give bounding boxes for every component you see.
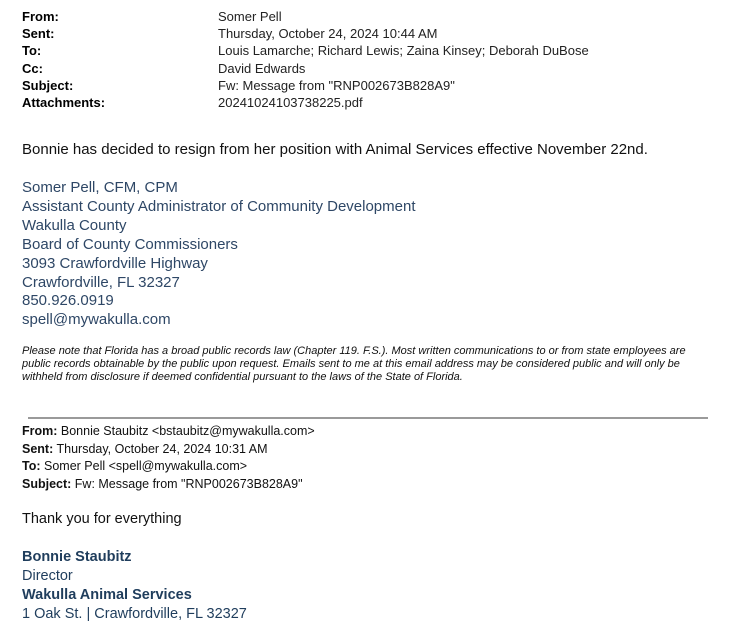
from-value: Somer Pell	[218, 9, 282, 24]
forwarded-subject-value: Fw: Message from "RNP002673B828A9"	[71, 476, 303, 491]
from-label: From:	[22, 9, 59, 24]
forwarded-to-value: Somer Pell <spell@mywakulla.com>	[40, 459, 248, 474]
to-label: To:	[22, 43, 42, 59]
forwarded-to-row	[22, 458, 722, 476]
signature-phone: 850.926.0919	[22, 292, 114, 310]
forwarded-message: Thank you for everything	[22, 511, 182, 527]
forwarded-to-label: To:	[22, 459, 41, 474]
forwarded-signature-address: 1 Oak St. | Crawfordville, FL 32327	[22, 606, 247, 622]
to-value: Louis Lamarche; Richard Lewis; Zaina Kinsey; Deborah DuBose	[218, 43, 589, 59]
forwarded-from-value: Bonnie Staubitz <bstaubitz@mywakulla.com>	[57, 424, 315, 438]
forwarded-from-row	[22, 423, 722, 441]
signature-title: Assistant County Administrator of Community Development	[22, 197, 416, 215]
header-row-to	[22, 42, 722, 59]
header-row-subject	[22, 77, 722, 94]
signature-name: Somer Pell, CFM, CPM	[22, 179, 178, 196]
attachment-file[interactable]: 20241024103738225.pdf	[218, 94, 363, 110]
forwarded-from-label: From:	[22, 424, 58, 438]
cc-label: Cc:	[22, 60, 43, 76]
sent-value: Thursday, October 24, 2024 10:44 AM	[218, 26, 438, 42]
email-header	[22, 8, 722, 111]
forwarded-subject-label: Subject:	[22, 476, 72, 491]
cc-value: David Edwards	[218, 60, 306, 76]
signature-address-city: Crawfordville, FL 32327	[22, 273, 180, 291]
email-body-message: Bonnie has decided to resign from her position with Animal Services effective November 22nd.	[22, 141, 648, 158]
attachments-label: Attachments:	[22, 94, 106, 110]
signature-address-street: 3093 Crawfordville Highway	[22, 254, 208, 272]
header-row-attachments	[22, 94, 722, 111]
header-row-sent	[22, 25, 722, 42]
header-row-cc	[22, 60, 722, 77]
signature-county: Wakulla County	[22, 216, 127, 234]
forwarded-signature-name: Bonnie Staubitz	[22, 549, 132, 565]
sender-signature	[22, 179, 416, 330]
sent-label: Sent:	[22, 26, 55, 42]
forward-divider	[28, 417, 708, 419]
subject-label: Subject:	[22, 77, 74, 93]
public-records-disclaimer: Please note that Florida has a broad public records law (Chapter 119. F.S.). Most written communications to or from state employees are public records obtainable by the public upon request. Emails sent to me at this email address may be considered public and will only be withheld from disclosure if deemed confidential pursuant to the laws of the State of Florida.	[22, 345, 686, 383]
signature-board: Board of County Commissioners	[22, 235, 238, 253]
forwarded-sent-row	[22, 441, 722, 459]
forwarded-sent-label: Sent:	[22, 441, 54, 456]
forwarded-sent-value: Thursday, October 24, 2024 10:31 AM	[53, 441, 268, 456]
forwarded-subject-row	[22, 476, 722, 494]
header-row-from	[22, 8, 722, 25]
signature-email-link[interactable]: spell@mywakulla.com	[22, 311, 171, 329]
subject-value: Fw: Message from "RNP002673B828A9"	[218, 77, 455, 93]
forwarded-signature-title: Director	[22, 568, 73, 584]
forwarded-signature	[22, 548, 247, 624]
forwarded-signature-org: Wakulla Animal Services	[22, 587, 192, 603]
forwarded-header	[22, 423, 722, 493]
